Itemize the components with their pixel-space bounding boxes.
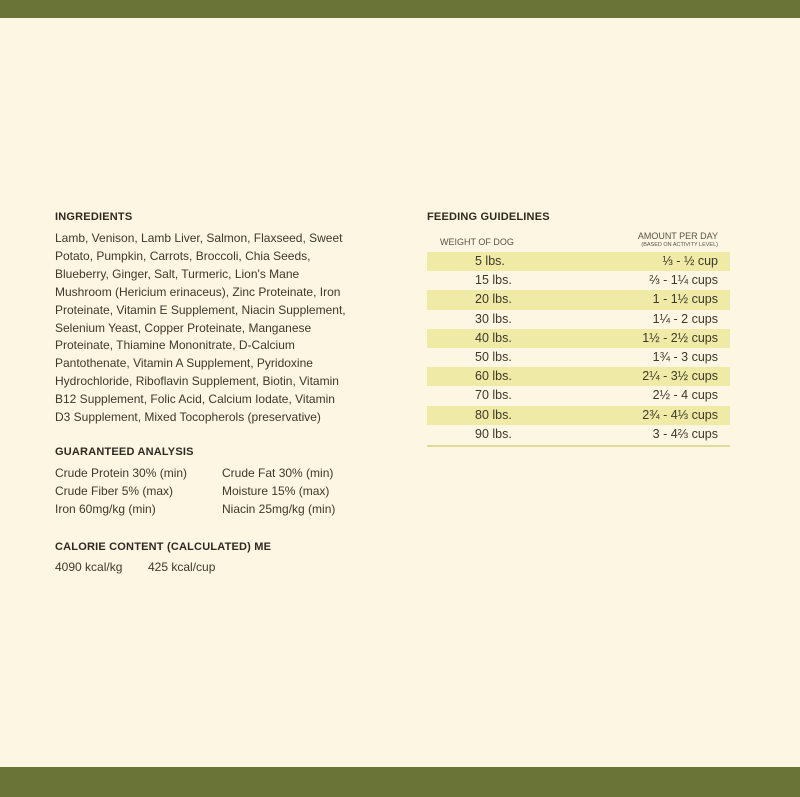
ingredients-line: D3 Supplement, Mixed Tocopherols (preservative): [55, 410, 321, 425]
top-band: [0, 0, 800, 18]
ingredients-heading: INGREDIENTS: [55, 211, 133, 223]
bottom-band: [0, 767, 800, 797]
ingredients-line: Hydrochloride, Riboflavin Supplement, Biotin, Vitamin: [55, 374, 339, 389]
weight-cell: 30 lbs.: [475, 311, 512, 326]
amount-cell: 1 - 1½ cups: [652, 292, 718, 307]
amount-cell: ⅓ - ½ cup: [662, 254, 718, 268]
table-row: [427, 271, 730, 290]
weight-cell: 5 lbs.: [475, 254, 505, 268]
table-row: [427, 425, 730, 444]
amount-cell: 2¾ - 4⅓ cups: [642, 407, 718, 422]
table-row: [427, 329, 730, 348]
calorie-per-cup: 425 kcal/cup: [148, 560, 216, 574]
ingredients-line: Blueberry, Ginger, Salt, Turmeric, Lion's Mane: [55, 266, 300, 281]
weight-cell: 15 lbs.: [475, 273, 512, 288]
ga-niacin: Niacin 25mg/kg (min): [222, 502, 336, 516]
feeding-table: [427, 252, 730, 444]
ingredients-list: [55, 230, 385, 427]
amount-cell: 2½ - 4 cups: [652, 388, 718, 403]
amount-cell: 1½ - 2½ cups: [642, 330, 718, 345]
amount-cell: 2¼ - 3½ cups: [642, 369, 718, 384]
table-row: [427, 290, 730, 309]
weight-cell: 90 lbs.: [475, 426, 512, 441]
ga-crude-protein: Crude Protein 30% (min): [55, 466, 188, 480]
table-bottom-rule: [427, 445, 730, 447]
table-row: [427, 386, 730, 405]
weight-cell: 20 lbs.: [475, 292, 512, 307]
ingredients-line: Lamb, Venison, Lamb Liver, Salmon, Flaxseed, Sweet: [55, 231, 343, 245]
calorie-content-heading: CALORIE CONTENT (CALCULATED) ME: [55, 541, 272, 553]
ingredients-line: Selenium Yeast, Copper Proteinate, Manganese: [55, 320, 312, 335]
amount-cell: 3 - 4⅔ cups: [652, 426, 718, 441]
amount-cell: ⅔ - 1¼ cups: [649, 273, 718, 288]
ingredients-line: Mushroom (Hericium erinaceus), Zinc Proteinate, Iron: [55, 284, 341, 299]
amount-column-header: AMOUNT PER DAY: [637, 231, 718, 241]
ga-iron: Iron 60mg/kg (min): [55, 502, 156, 516]
feeding-guidelines-heading: FEEDING GUIDELINES: [427, 211, 550, 223]
ingredients-line: Proteinate, Thiamine Mononitrate, D-Calcium: [55, 338, 295, 353]
table-row: [427, 252, 730, 271]
amount-cell: 1¾ - 3 cups: [652, 349, 718, 364]
amount-column-note: (BASED ON ACTIVITY LEVEL): [641, 242, 718, 248]
table-row: [427, 406, 730, 425]
ga-crude-fat: Crude Fat 30% (min): [222, 466, 334, 480]
weight-cell: 80 lbs.: [475, 407, 512, 422]
weight-cell: 60 lbs.: [475, 369, 512, 384]
table-row: [427, 367, 730, 386]
table-row: [427, 348, 730, 367]
ingredients-line: B12 Supplement, Folic Acid, Calcium Iodate, Vitamin: [55, 392, 335, 407]
table-row: [427, 310, 730, 329]
weight-cell: 50 lbs.: [475, 349, 512, 364]
ga-moisture: Moisture 15% (max): [222, 484, 330, 498]
calorie-per-kg: 4090 kcal/kg: [55, 560, 123, 574]
ingredients-line: Potato, Pumpkin, Carrots, Broccoli, Chia Seeds,: [55, 248, 311, 263]
guaranteed-analysis-heading: GUARANTEED ANALYSIS: [55, 446, 194, 458]
amount-cell: 1¼ - 2 cups: [652, 311, 718, 326]
ga-crude-fiber: Crude Fiber 5% (max): [55, 484, 174, 498]
ingredients-line: Proteinate, Vitamin E Supplement, Niacin Supplement,: [55, 302, 346, 317]
weight-cell: 40 lbs.: [475, 330, 512, 345]
weight-column-header: WEIGHT OF DOG: [440, 237, 514, 247]
ingredients-line: Pantothenate, Vitamin A Supplement, Pyridoxine: [55, 356, 313, 371]
weight-cell: 70 lbs.: [475, 388, 512, 403]
